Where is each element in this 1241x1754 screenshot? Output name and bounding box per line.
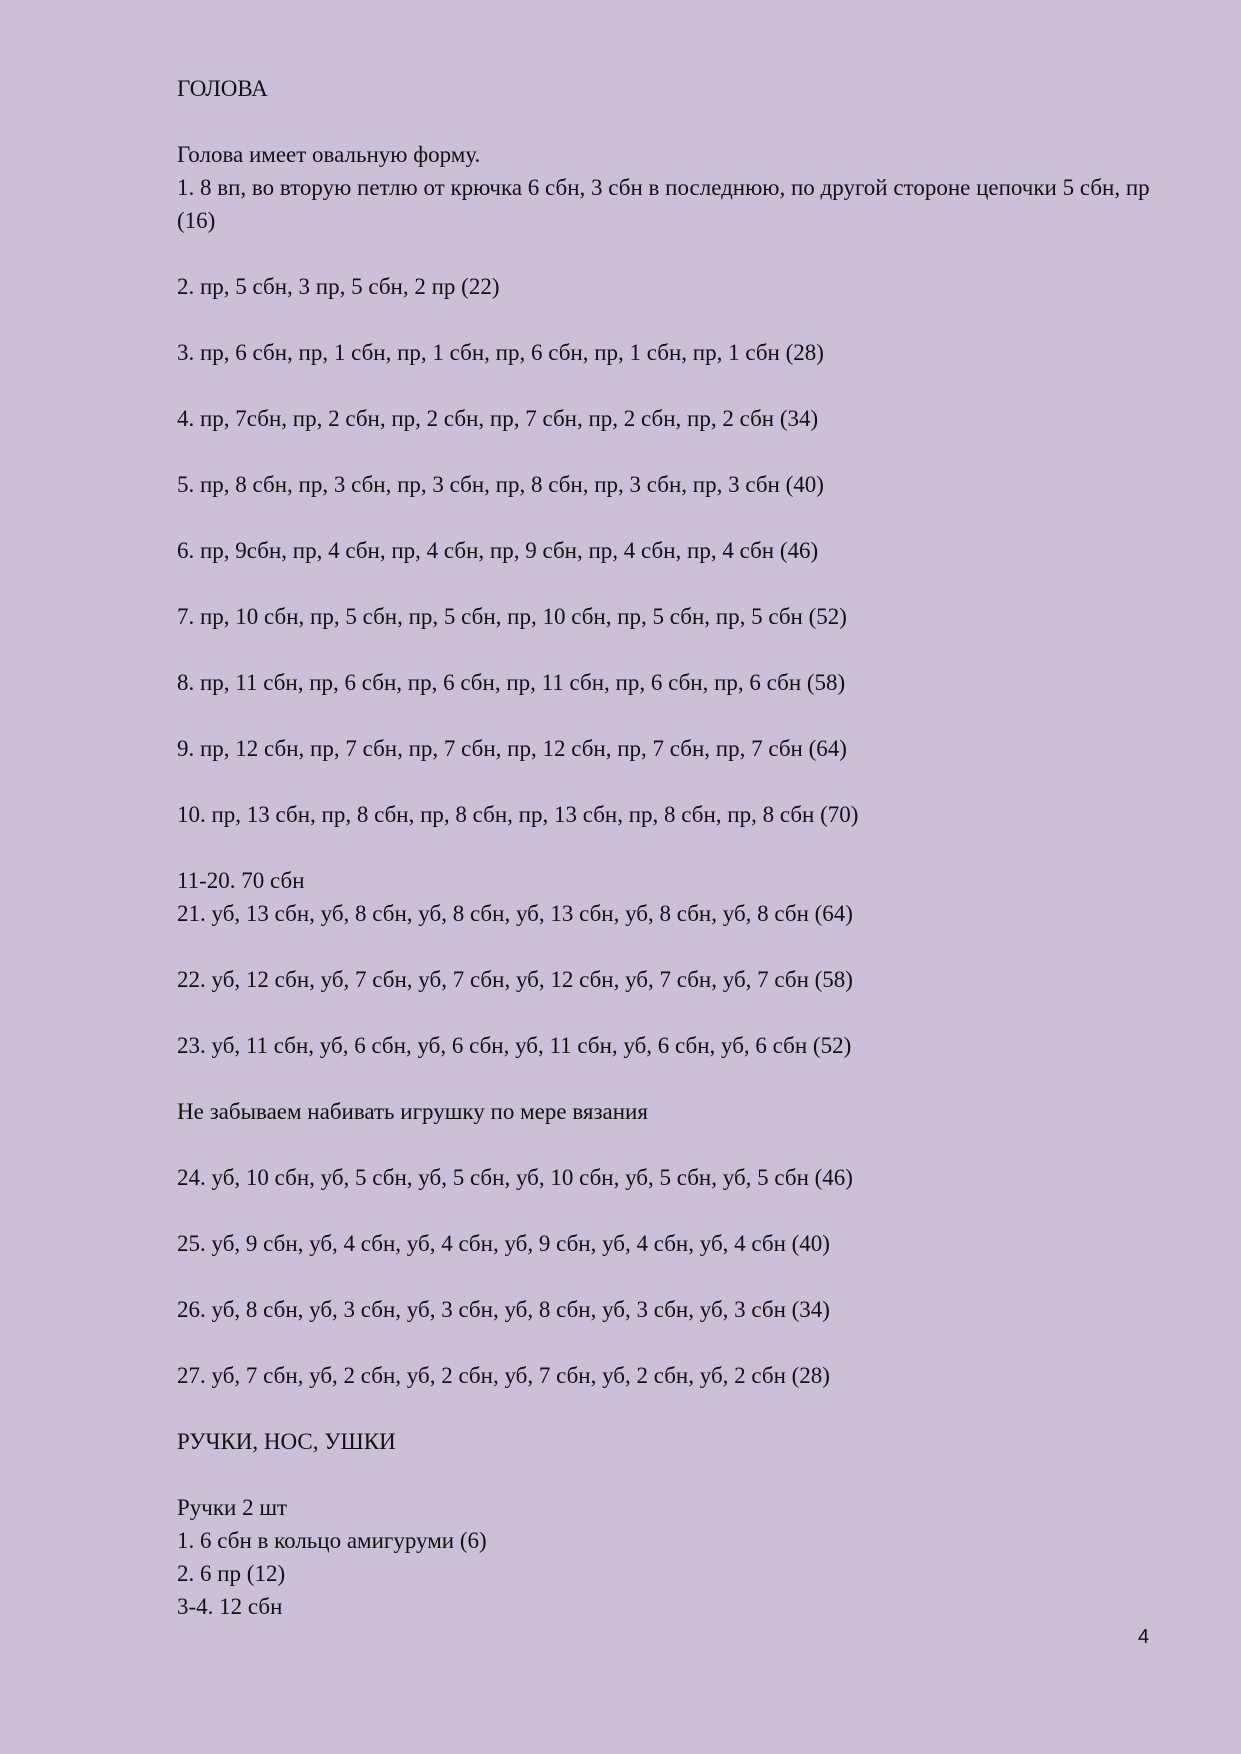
pattern-row: 4. пр, 7сбн, пр, 2 сбн, пр, 2 сбн, пр, 7 сбн, пр, 2 сбн, пр, 2 сбн (34)	[177, 406, 819, 431]
pattern-row: 2. пр, 5 сбн, 3 пр, 5 сбн, 2 пр (22)	[177, 274, 500, 299]
pattern-row: 5. пр, 8 сбн, пр, 3 сбн, пр, 3 сбн, пр, 8 сбн, пр, 3 сбн, пр, 3 сбн (40)	[177, 472, 824, 497]
pattern-row: 1. 8 вп, во вторую петлю от крючка 6 сбн, 3 сбн в последнюю, по другой стороне цепочки 5 сбн, пр (16)	[177, 175, 1150, 233]
blank-line	[177, 105, 1177, 138]
blank-line	[177, 501, 1177, 534]
page-number: 4	[1138, 1626, 1150, 1648]
pattern-row: 22. уб, 12 сбн, уб, 7 сбн, уб, 7 сбн, уб, 12 сбн, уб, 7 сбн, уб, 7 сбн (58)	[177, 967, 853, 992]
paragraph-line: Не забываем набивать игрушку по мере вязания	[177, 1099, 648, 1124]
blank-line	[177, 1260, 1177, 1293]
pattern-row: 26. уб, 8 сбн, уб, 3 сбн, уб, 3 сбн, уб, 8 сбн, уб, 3 сбн, уб, 3 сбн (34)	[177, 1297, 830, 1322]
blank-line	[177, 1392, 1177, 1425]
blank-line	[177, 1458, 1177, 1491]
blank-line	[177, 369, 1177, 402]
blank-line	[177, 930, 1177, 963]
section-heading-arms-nose-ears: РУЧКИ, НОС, УШКИ	[177, 1429, 396, 1454]
pattern-row: 23. уб, 11 сбн, уб, 6 сбн, уб, 6 сбн, уб, 11 сбн, уб, 6 сбн, уб, 6 сбн (52)	[177, 1033, 852, 1058]
blank-line	[177, 996, 1177, 1029]
pattern-row: 24. уб, 10 сбн, уб, 5 сбн, уб, 5 сбн, уб, 10 сбн, уб, 5 сбн, уб, 5 сбн (46)	[177, 1165, 853, 1190]
paragraph-line: Голова имеет овальную форму.	[177, 142, 481, 167]
pattern-row: 1. 6 сбн в кольцо амигуруми (6)	[177, 1528, 487, 1553]
pattern-row: 7. пр, 10 сбн, пр, 5 сбн, пр, 5 сбн, пр, 10 сбн, пр, 5 сбн, пр, 5 сбн (52)	[177, 604, 847, 629]
blank-line	[177, 1194, 1177, 1227]
blank-line	[177, 1062, 1177, 1095]
pattern-row: 9. пр, 12 сбн, пр, 7 сбн, пр, 7 сбн, пр, 12 сбн, пр, 7 сбн, пр, 7 сбн (64)	[177, 736, 847, 761]
pattern-row: 10. пр, 13 сбн, пр, 8 сбн, пр, 8 сбн, пр, 13 сбн, пр, 8 сбн, пр, 8 сбн (70)	[177, 802, 859, 827]
blank-line	[177, 303, 1177, 336]
document-content	[177, 72, 1177, 1623]
pattern-row: 21. уб, 13 сбн, уб, 8 сбн, уб, 8 сбн, уб, 13 сбн, уб, 8 сбн, уб, 8 сбн (64)	[177, 901, 853, 926]
pattern-row: 3-4. 12 сбн	[177, 1594, 283, 1619]
paragraph-line: Ручки 2 шт	[177, 1495, 288, 1520]
blank-line	[177, 699, 1177, 732]
pattern-row: 27. уб, 7 сбн, уб, 2 сбн, уб, 2 сбн, уб, 7 сбн, уб, 2 сбн, уб, 2 сбн (28)	[177, 1363, 830, 1388]
blank-line	[177, 831, 1177, 864]
blank-line	[177, 1326, 1177, 1359]
blank-line	[177, 1128, 1177, 1161]
blank-line	[177, 633, 1177, 666]
blank-line	[177, 435, 1177, 468]
pattern-row: 11-20. 70 сбн	[177, 868, 305, 893]
blank-line	[177, 567, 1177, 600]
blank-line	[177, 237, 1177, 270]
blank-line	[177, 765, 1177, 798]
section-heading-head: ГОЛОВА	[177, 76, 268, 101]
pattern-row: 6. пр, 9сбн, пр, 4 сбн, пр, 4 сбн, пр, 9 сбн, пр, 4 сбн, пр, 4 сбн (46)	[177, 538, 819, 563]
pattern-row: 2. 6 пр (12)	[177, 1561, 286, 1586]
pattern-row: 3. пр, 6 сбн, пр, 1 сбн, пр, 1 сбн, пр, 6 сбн, пр, 1 сбн, пр, 1 сбн (28)	[177, 340, 824, 365]
pattern-row: 8. пр, 11 сбн, пр, 6 сбн, пр, 6 сбн, пр, 11 сбн, пр, 6 сбн, пр, 6 сбн (58)	[177, 670, 846, 695]
pattern-row: 25. уб, 9 сбн, уб, 4 сбн, уб, 4 сбн, уб, 9 сбн, уб, 4 сбн, уб, 4 сбн (40)	[177, 1231, 830, 1256]
